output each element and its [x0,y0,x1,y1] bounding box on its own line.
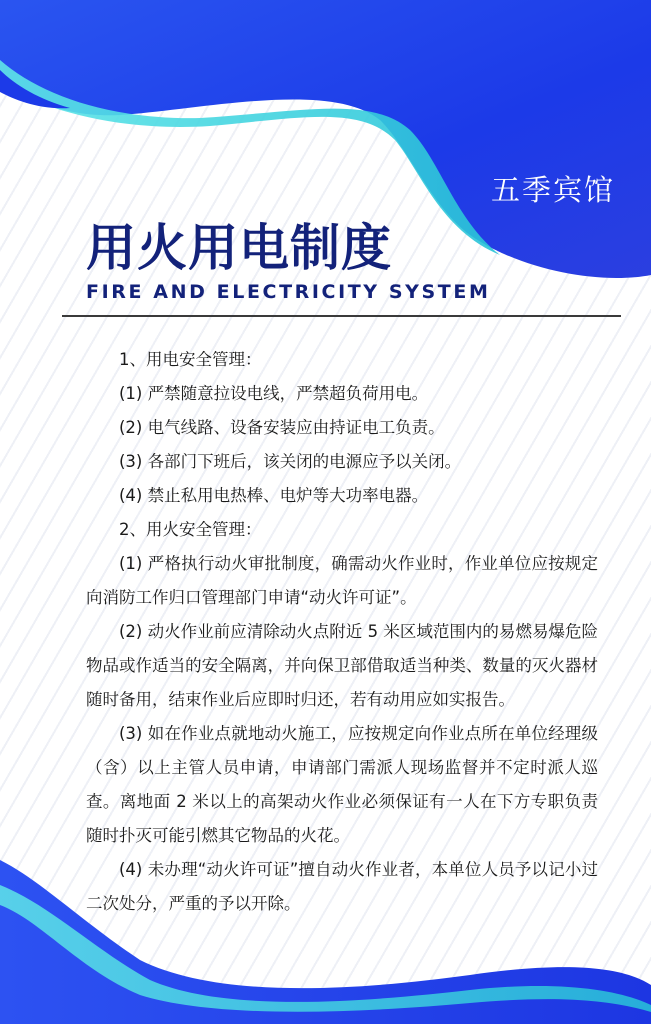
list-item: (2) 动火作业前应清除动火点附近 5 米区域范围内的易燃易爆危险物品或作适当的安全隔离，并向保卫部借取适当种类、数量的灭火器材随时备用，结束作业后应即时归还，若有动用应如实报告。 [86,622,598,709]
list-item: (3) 如在作业点就地动火施工，应按规定向作业点所在单位经理级（含）以上主管人员申请，申请部门需派人现场监督并不定时派人巡查。离地面 2 米以上的高架动火作业必须保证有一人在下方专职负责随时扑灭可能引燃其它物品的火花。 [86,724,598,845]
section-heading: 1、用电安全管理： [119,350,262,369]
regulation-content [86,343,598,921]
section-heading: 2、用火安全管理： [119,520,262,539]
list-item: (3) 各部门下班后，该关闭的电源应予以关闭。 [119,452,462,471]
hotel-name: 五季宾馆 [490,173,615,207]
list-item: (1) 严禁随意拉设电线，严禁超负荷用电。 [119,384,429,403]
page-title: 用火用电制度 [86,219,392,277]
title-divider [62,315,621,317]
list-item: (4) 禁止私用电热棒、电炉等大功率电器。 [119,486,429,505]
list-item: (4) 未办理“动火许可证”擅自动火作业者，本单位人员予以记小过二次处分，严重的予以开除。 [86,860,598,913]
page-subtitle-en: FIRE AND ELECTRICITY SYSTEM [86,281,491,303]
list-item: (1) 严格执行动火审批制度，确需动火作业时，作业单位应按规定向消防工作归口管理部门申请“动火许可证”。 [86,554,598,607]
list-item: (2) 电气线路、设备安装应由持证电工负责。 [119,418,445,437]
